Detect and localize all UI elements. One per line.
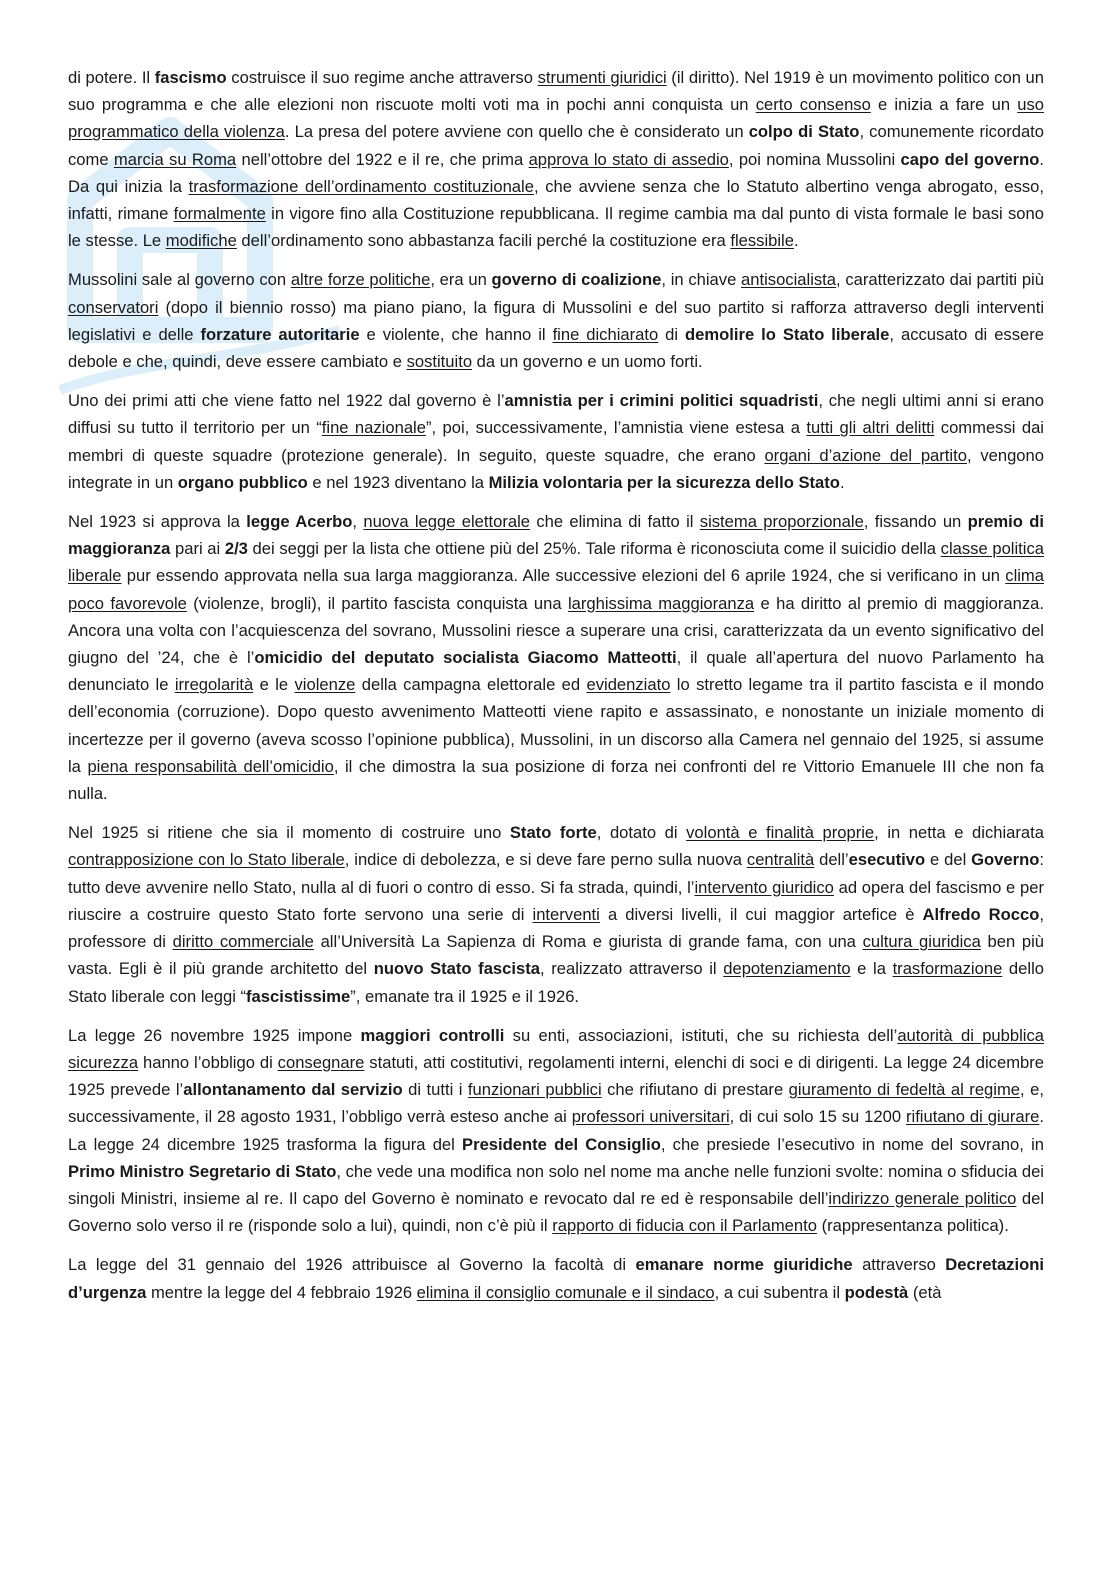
text-run: (dopo il biennio rosso) ma piano piano, la figura di Mussolini e del suo partito si rafforza attraverso degli interventi legislativi e delle [68, 297, 1044, 344]
text-run: . [793, 231, 799, 251]
text-run: e la [850, 959, 893, 979]
text-run: del Governo solo verso il re (risponde solo a lui), quindi, non c’è più il [68, 1188, 1044, 1236]
bold-term: maggiori controlli [360, 1025, 505, 1045]
underlined-term: irregolarità [174, 675, 254, 695]
text-run: (età [908, 1282, 942, 1302]
bold-term: premio di maggioranza [68, 512, 1044, 559]
text-run: , il quale all’apertura del nuovo Parlamento ha denunciato le [68, 648, 1044, 695]
text-run: attraverso [852, 1255, 946, 1275]
bold-term: Primo Ministro Segretario di Stato [68, 1161, 337, 1181]
text-run: in vigore fino alla Costituzione repubblicana. Il regime cambia ma dal punto di vista formale le basi sono le stesse. Le [68, 204, 1044, 251]
underlined-term: conservatori [68, 297, 159, 317]
underlined-term: uso programmatico della violenza [68, 95, 1044, 142]
bold-term: nuovo Stato fascista [373, 959, 540, 979]
bold-term: organo pubblico [177, 472, 308, 492]
bold-term: allontanamento dal servizio [183, 1080, 403, 1100]
underlined-term: evidenziato [586, 675, 671, 695]
text-run: , dotato di [596, 823, 687, 843]
bold-term: fascismo [154, 68, 227, 87]
bold-term: Presidente del Consiglio [462, 1134, 661, 1154]
text-run: Nel 1923 si approva la [68, 512, 247, 532]
text-run: dello Stato liberale con leggi “ [68, 959, 1044, 1006]
underlined-term: antisocialista [741, 270, 837, 290]
paragraph [68, 387, 1044, 496]
paragraph [68, 1022, 1044, 1240]
text-run: , vengono integrate in un [68, 445, 1044, 492]
text-run: . La legge 24 dicembre 1925 trasforma la figura del [68, 1107, 1044, 1154]
document-body [68, 64, 1044, 1318]
text-run: , indice di debolezza, e si deve fare perno sulla nuova [344, 850, 747, 870]
text-run: commessi dai membri di queste squadre (protezione generale). In seguito, queste squadre, che erano [68, 418, 1044, 465]
text-run: , a cui subentra il [714, 1282, 845, 1302]
text-run: Uno dei primi atti che viene fatto nel 1922 dal governo è l’ [68, 391, 505, 411]
underlined-term: approva lo stato di assedio [528, 149, 729, 169]
text-run: , poi nomina Mussolini [728, 149, 901, 169]
text-run: , in netta e dichiarata [874, 823, 1044, 843]
underlined-term: clima poco favorevole [68, 566, 1044, 613]
underlined-term: consegnare [277, 1052, 365, 1072]
text-run: , in chiave [661, 270, 742, 290]
bold-term: esecutivo [848, 850, 926, 870]
bold-term: forzature autoritarie [200, 324, 360, 344]
text-run: La legge del 31 gennaio del 1926 attribuisce al Governo la facoltà di [68, 1255, 636, 1275]
paragraph [68, 64, 1044, 254]
underlined-term: cultura giuridica [862, 932, 981, 952]
text-run: di [658, 324, 686, 344]
paragraph [68, 819, 1044, 1009]
text-run: : tutto deve avvenire nello Stato, nulla al di fuori o contro di esso. Si fa strada, quindi, l’ [68, 850, 1044, 897]
underlined-term: funzionari pubblici [467, 1080, 602, 1100]
underlined-term: sistema proporzionale [699, 512, 864, 532]
underlined-term: indirizzo generale politico [828, 1188, 1017, 1208]
paragraph [68, 508, 1044, 807]
text-run: Mussolini sale al governo con [68, 270, 291, 290]
underlined-term: trasformazione [892, 959, 1003, 979]
text-run: La legge 26 novembre 1925 impone [68, 1025, 361, 1045]
text-run: e del [925, 850, 972, 870]
bold-term: 2/3 [224, 539, 248, 559]
text-run: , accusato di essere debole e che, quindi, deve essere cambiato e [68, 324, 1045, 372]
text-run: della campagna elettorale ed [355, 675, 587, 695]
text-run: ben più vasta. Egli è il più grande architetto del [68, 932, 1044, 979]
underlined-term: rapporto di fiducia con il Parlamento [552, 1216, 817, 1236]
underlined-term: professori universitari [571, 1107, 730, 1127]
text-run: ”, emanate tra il 1925 e il 1926. [350, 986, 580, 1006]
underlined-term: formalmente [173, 204, 266, 224]
text-run: che rifiutano di prestare [601, 1080, 789, 1100]
bold-term: amnistia per i crimini politici squadristi [504, 391, 819, 411]
underlined-term: flessibile [730, 231, 794, 251]
text-run: ad opera del fascismo e per riuscire a costruire questo Stato forte servono una serie di [68, 877, 1044, 924]
text-run: dei seggi per la lista che ottiene più del 25%. Tale riforma è riconosciuta come il suicidio della [247, 539, 941, 559]
underlined-term: altre forze politiche [290, 270, 431, 290]
text-run: . Da qui inizia la [68, 149, 1044, 196]
underlined-term: modifiche [165, 231, 237, 251]
bold-term: emanare norme giuridiche [635, 1255, 853, 1275]
underlined-term: fine nazionale [321, 418, 426, 438]
text-run: , il che dimostra la sua posizione di forza nei confronti del re Vittorio Emanuele III che non fa nulla. [68, 756, 1044, 804]
text-run: che elimina di fatto il [530, 512, 700, 532]
underlined-term: certo consenso [755, 95, 871, 115]
text-run: costruisce il suo regime anche attraverso [226, 68, 538, 87]
underlined-term: nuova legge elettorale [363, 512, 531, 532]
bold-term: Governo [971, 850, 1040, 870]
underlined-term: organi d’azione del partito [764, 445, 967, 465]
underlined-term: autorità di pubblica sicurezza [68, 1025, 1045, 1072]
text-run: (il diritto). Nel 1919 è un movimento politico con un suo programma e che alle elezioni non riscuote molti voti ma in pochi anni conquista un [68, 68, 1045, 115]
text-run: , fissando un [863, 512, 968, 532]
text-run: all’Università La Sapienza di Roma e giurista di grande fama, con una [313, 932, 863, 952]
text-run: e ha diritto al premio di maggioranza. Ancora una volta con l’acquiescenza del sovrano, Mussolini riesce a superare una crisi, caratterizzata da un evento significativo del giugno del ’24, che è l’ [68, 593, 1045, 668]
underlined-term: volontà e finalità proprie [686, 823, 875, 843]
text-run: da un governo e un uomo forti. [472, 352, 703, 372]
text-run: , e, successivamente, il 28 agosto 1931, l’obbligo verrà esteso anche ai [68, 1080, 1044, 1127]
text-run: , che avviene senza che lo Statuto albertino venga abrogato, esso, infatti, rimane [68, 176, 1045, 224]
bold-term: governo di coalizione [491, 270, 662, 290]
paragraph [68, 266, 1044, 375]
underlined-term: larghissima maggioranza [567, 593, 755, 613]
text-run: e violente, che hanno il [359, 324, 553, 344]
underlined-term: trasformazione dell’ordinamento costituzionale [188, 176, 534, 196]
text-run: , che presiede l’esecutivo in nome del sovrano, in [660, 1134, 1044, 1154]
paragraph [68, 1251, 1044, 1305]
text-run: dell’ordinamento sono abbastanza facili perché la costituzione era [236, 231, 731, 251]
underlined-term: intervento giuridico [694, 877, 834, 897]
bold-term: legge Acerbo [246, 512, 353, 532]
underlined-term: interventi [532, 904, 600, 924]
text-run: , comunemente ricordato come [68, 122, 1045, 169]
text-run: , caratterizzato dai partiti più [836, 270, 1044, 290]
underlined-term: giuramento di fedeltà al regime [788, 1080, 1021, 1100]
text-run: hanno l’obbligo di [138, 1052, 278, 1072]
text-run: . La presa del potere avviene con quello che è considerato un [284, 122, 749, 142]
text-run: . [839, 472, 845, 492]
underlined-term: tutti gli altri delitti [806, 418, 935, 438]
underlined-term: violenze [294, 675, 356, 695]
bold-term: Decretazioni d’urgenza [68, 1255, 1044, 1302]
underlined-term: fine dichiarato [552, 324, 659, 344]
underlined-term: contrapposizione con lo Stato liberale [68, 850, 345, 870]
text-run: ”, poi, successivamente, l’amnistia viene estesa a [425, 418, 807, 438]
text-run: , di cui solo 15 su 1200 [729, 1107, 906, 1127]
bold-term: capo del governo [900, 149, 1040, 169]
text-run: (rappresentanza politica). [816, 1216, 1009, 1236]
text-run: lo stretto legame tra il partito fascista e il mondo dell’economia (corruzione). Dopo questo avvenimento Matteotti viene rapito e assassinato, e nonostante un iniziale momento di incertezze per il governo (aveva scosso l’opinione pubblica), Mussolini, in un discorso alla Camera nel gennaio del 1925, si assume la [68, 675, 1044, 776]
underlined-term: piena responsabilità dell’omicidio [87, 756, 334, 776]
text-run: a diversi livelli, il cui maggior artefice è [599, 904, 923, 924]
underlined-term: diritto commerciale [172, 932, 314, 952]
text-run: , che vede una modifica non solo nel nome ma anche nelle funzioni svolte: nomina o sfiducia dei singoli Ministri, insieme al re. Il capo del Governo è nominato e revocato dal re ed è responsabile dell’ [68, 1161, 1044, 1208]
bold-term: fascistissime [246, 986, 351, 1006]
text-run: e nel 1923 diventano la [307, 472, 489, 492]
text-run: , realizzato attraverso il [539, 959, 724, 979]
bold-term: Stato forte [509, 823, 597, 843]
underlined-term: marcia su Roma [113, 149, 237, 169]
text-run: e inizia a fare un [870, 95, 1018, 115]
text-run: pari ai [170, 539, 225, 559]
underlined-term: depotenziamento [723, 959, 851, 979]
text-run: statuti, atti costitutivi, regolamenti interni, elenchi di soci e di dirigenti. La legge 24 dicembre 1925 prevede l’ [68, 1052, 1045, 1100]
underlined-term: sostituito [406, 352, 473, 372]
bold-term: demolire lo Stato liberale [685, 324, 890, 344]
bold-term: omicidio del deputato socialista Giacomo Matteotti [254, 648, 677, 668]
text-run: di tutti i [402, 1080, 468, 1100]
underlined-term: rifiutano di giurare [905, 1107, 1040, 1127]
text-run: , che negli ultimi anni si erano diffusi su tutto il territorio per un “ [68, 391, 1045, 438]
text-run: nell’ottobre del 1922 e il re, che prima [236, 149, 529, 169]
bold-term: Alfredo Rocco [922, 904, 1040, 924]
text-run: dell’ [814, 850, 849, 870]
underlined-term: elimina il consiglio comunale e il sindaco [416, 1282, 715, 1302]
text-run: su enti, associazioni, istituti, che su richiesta dell’ [504, 1025, 898, 1045]
bold-term: podestà [844, 1282, 909, 1302]
underlined-term: strumenti giuridici [537, 68, 667, 87]
text-run: Nel 1925 si ritiene che sia il momento di costruire uno [68, 823, 510, 843]
underlined-term: centralità [746, 850, 815, 870]
text-run: (violenze, brogli), il partito fascista conquista una [186, 593, 568, 613]
underlined-term: classe politica liberale [68, 539, 1044, 586]
bold-term: colpo di Stato [748, 122, 860, 142]
text-run: , professore di [68, 904, 1045, 952]
text-run: , era un [430, 270, 492, 290]
text-run: pur essendo approvata nella sua larga maggioranza. Alle successive elezioni del 6 aprile 1924, che si verificano in un [121, 566, 1006, 586]
text-run: e le [253, 675, 295, 695]
bold-term: Milizia volontaria per la sicurezza dello Stato [488, 472, 840, 492]
text-run: , [352, 512, 364, 532]
text-run: di potere. Il [68, 68, 155, 87]
text-run: mentre la legge del 4 febbraio 1926 [146, 1282, 417, 1302]
